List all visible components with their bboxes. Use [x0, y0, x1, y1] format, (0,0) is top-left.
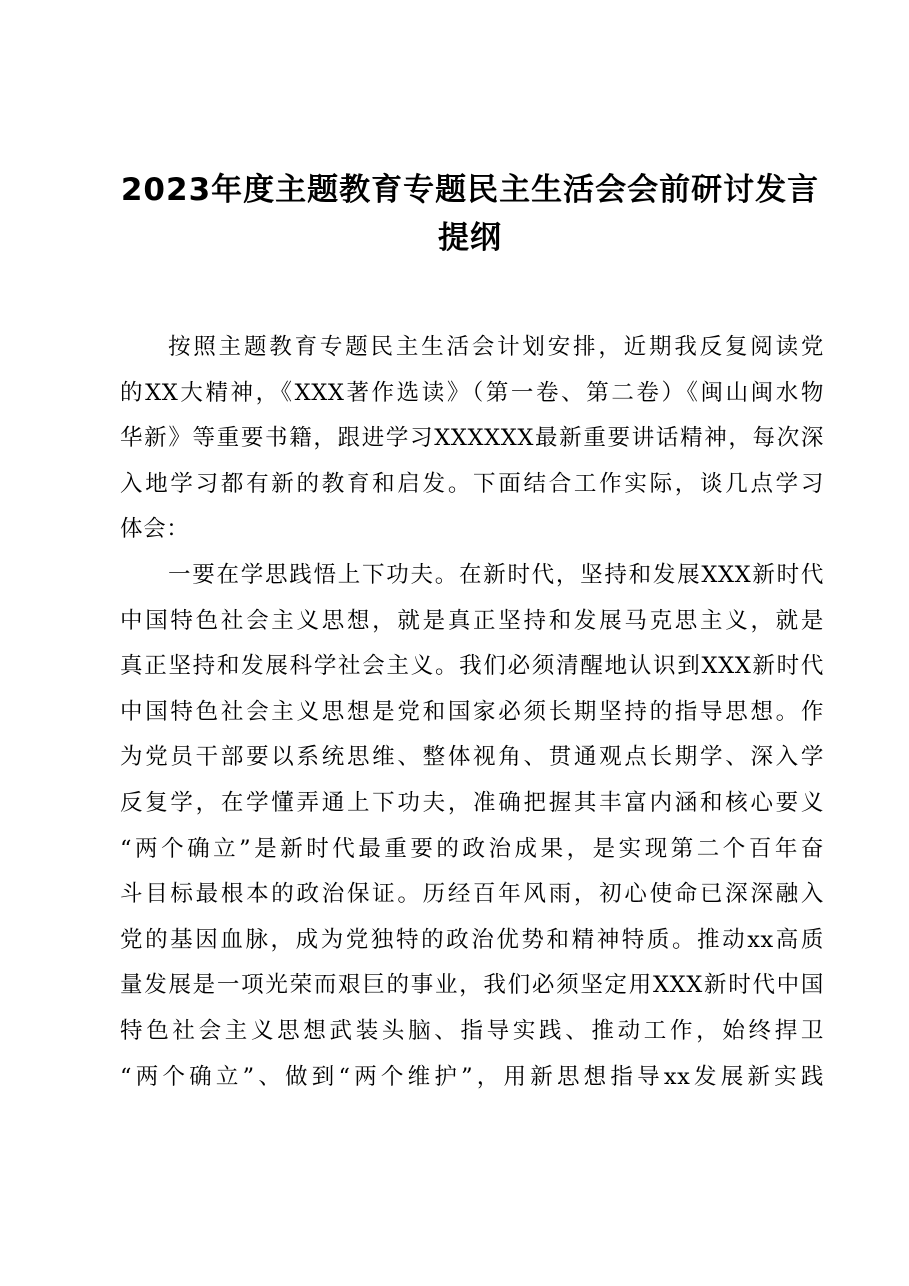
document-body	[120, 325, 824, 1100]
text-line: 华新》等重要书籍，跟进学习XXXXXX最新重要讲话精神，每次深	[120, 425, 824, 452]
text-line: “两个确立”、做到“两个维护”，用新思想指导xx发展新实践	[120, 1063, 824, 1090]
text-line: 中国特色社会主义思想是党和国家必须长期坚持的指导思想。作	[120, 698, 824, 725]
text-line: 体会：	[120, 516, 190, 543]
text-line: 入地学习都有新的教育和启发。下面结合工作实际，谈几点学习	[120, 470, 824, 497]
paragraph	[120, 553, 824, 1100]
text-line: 中国特色社会主义思想，就是真正坚持和发展马克思主义，就是	[120, 607, 824, 634]
document-title	[100, 166, 840, 262]
paragraph	[120, 325, 824, 553]
text-line: 按照主题教育专题民主生活会计划安排，近期我反复阅读党	[168, 334, 824, 360]
text-line: 斗目标最根本的政治保证。历经百年风雨，初心使命已深深融入	[120, 881, 824, 908]
text-line: 反复学，在学懂弄通上下功夫，准确把握其丰富内涵和核心要义	[120, 789, 824, 816]
text-line: 特色社会主义思想武装头脑、指导实践、推动工作，始终捍卫	[120, 1017, 824, 1044]
title-line: 2023年度主题教育专题民主生活会会前研讨发言	[120, 172, 820, 208]
title-line: 提纲	[438, 220, 502, 256]
text-line: 的XX大精神，《XXX著作选读》（第一卷、第二卷）《闽山闽水物	[120, 379, 824, 406]
text-line: 量发展是一项光荣而艰巨的事业，我们必须坚定用XXX新时代中国	[120, 972, 824, 999]
text-line: 真正坚持和发展科学社会主义。我们必须清醒地认识到XXX新时代	[120, 653, 824, 680]
text-line: “两个确立”是新时代最重要的政治成果，是实现第二个百年奋	[120, 835, 824, 862]
text-line: 一要在学思践悟上下功夫。在新时代，坚持和发展XXX新时代	[168, 561, 824, 588]
text-line: 党的基因血脉，成为党独特的政治优势和精神特质。推动xx高质	[120, 926, 824, 953]
text-line: 为党员干部要以系统思维、整体视角、贯通观点长期学、深入学	[120, 744, 824, 771]
